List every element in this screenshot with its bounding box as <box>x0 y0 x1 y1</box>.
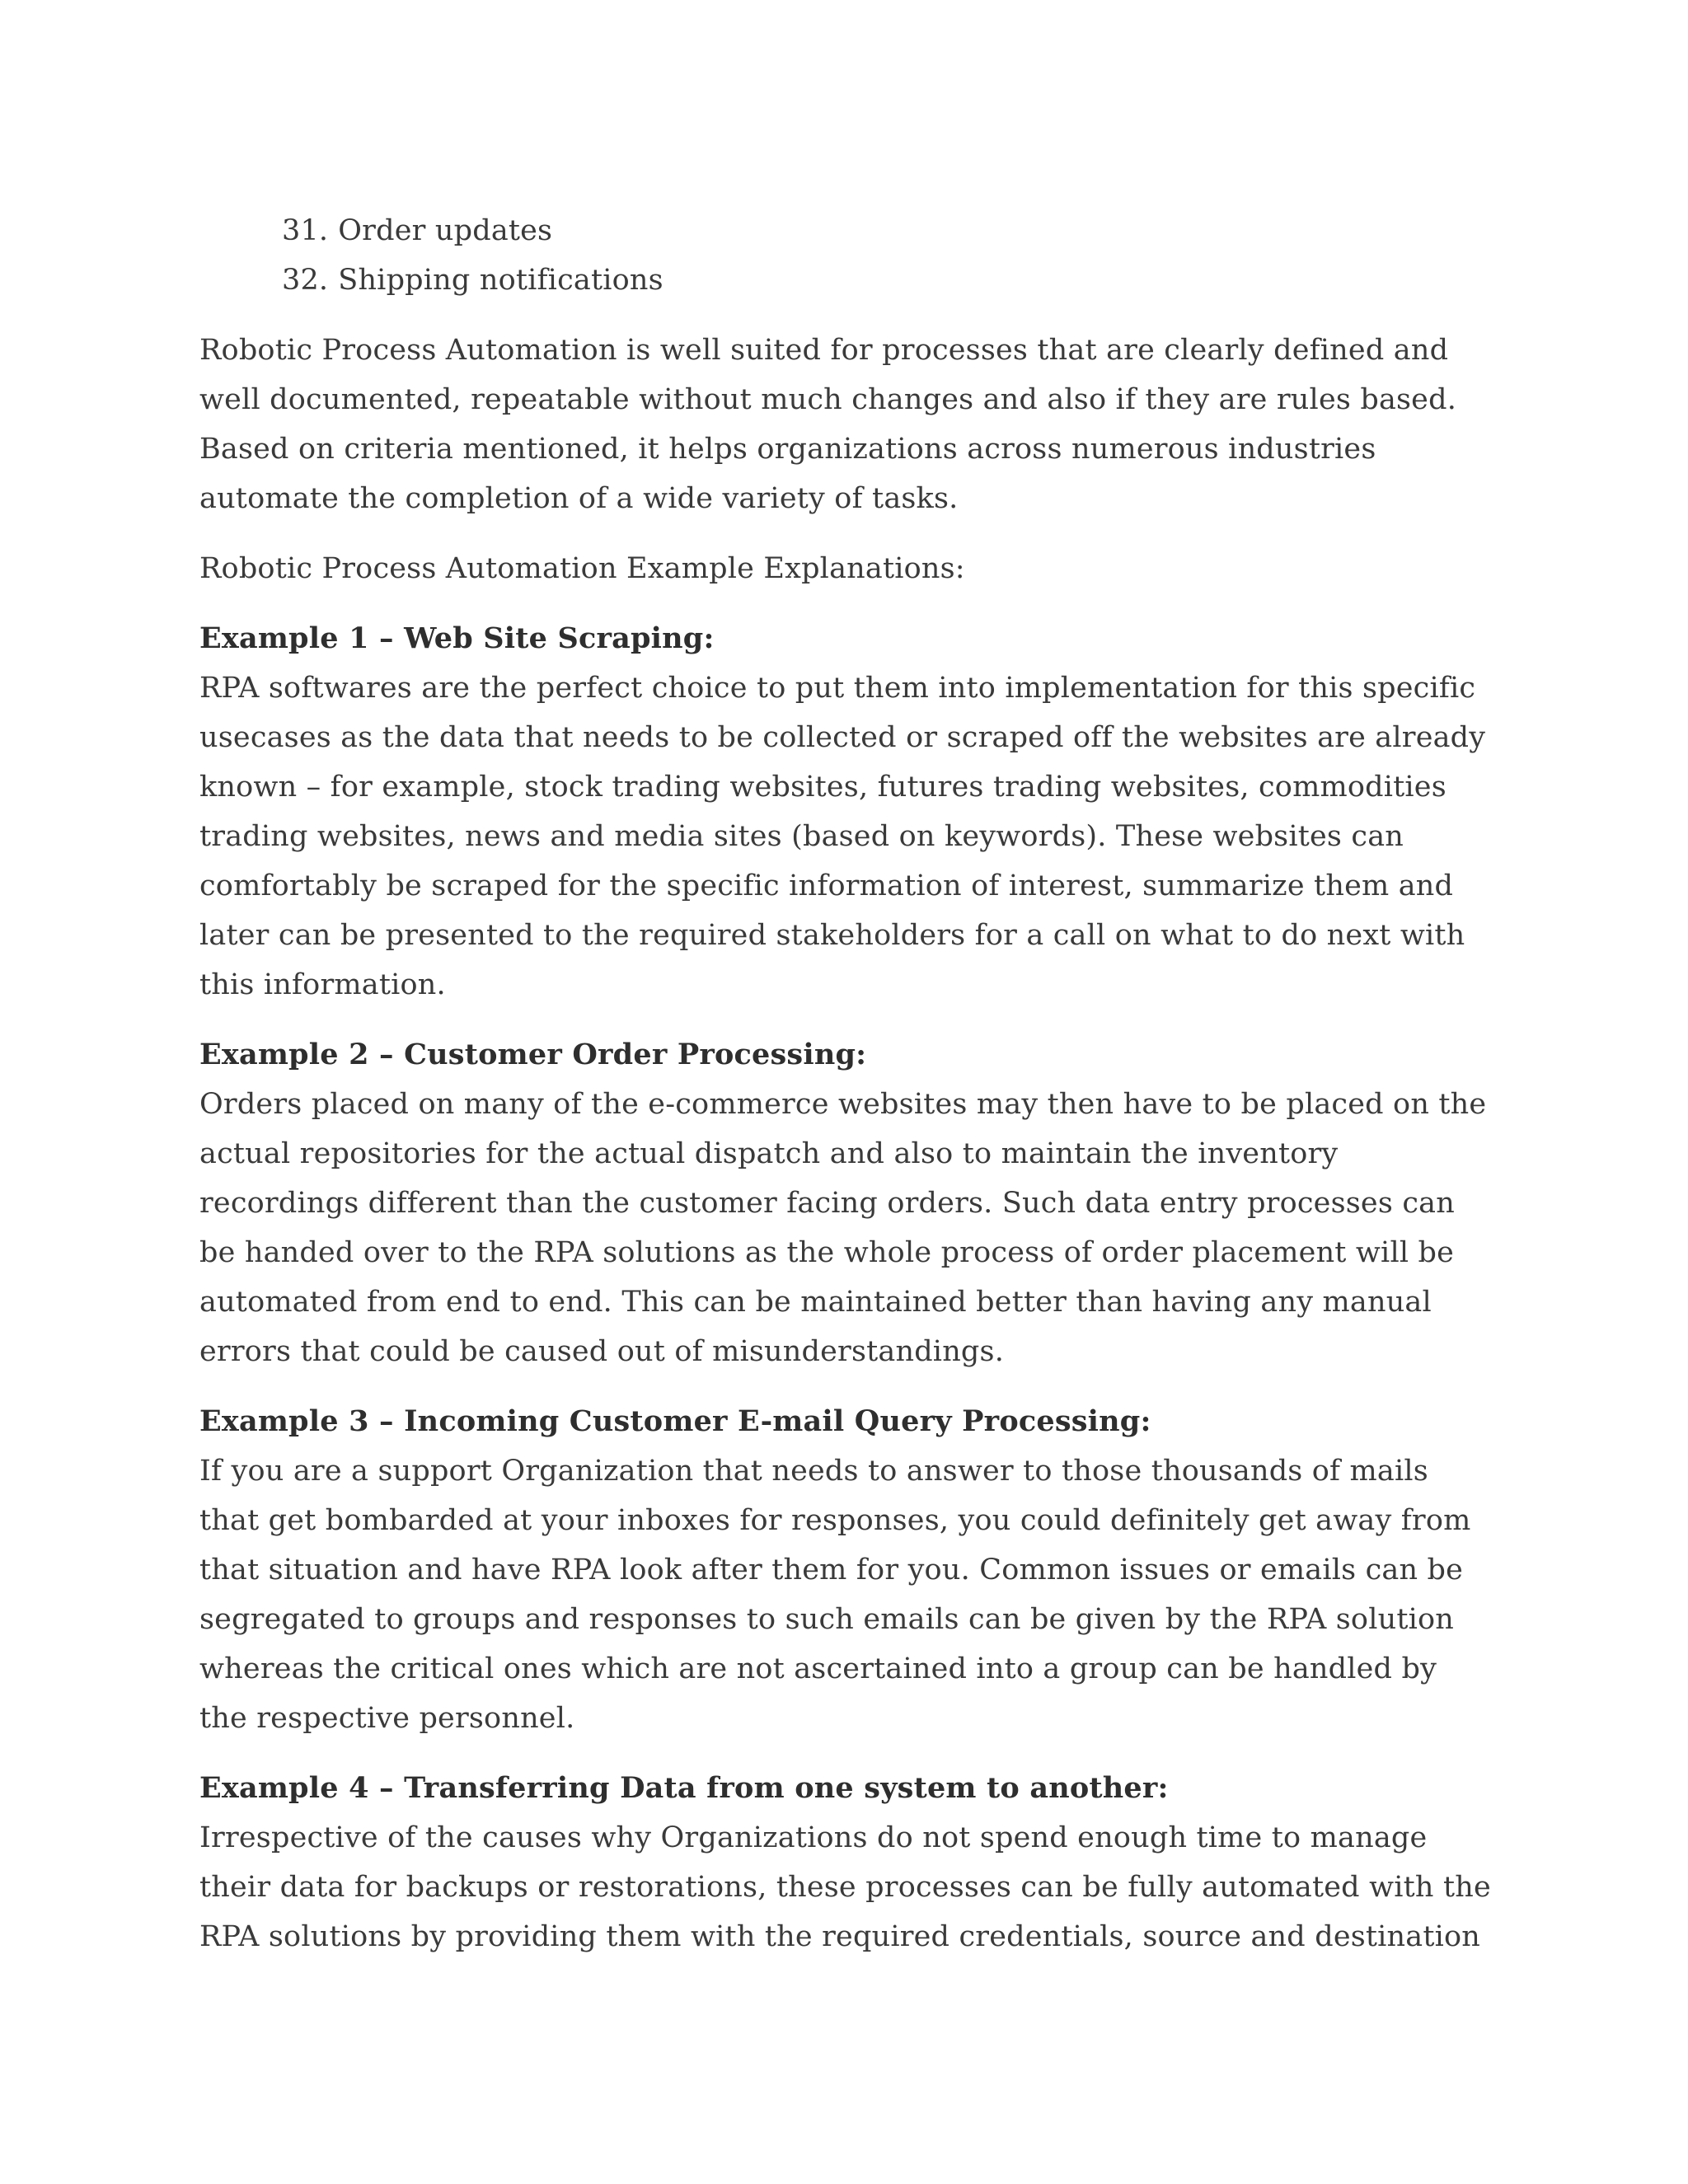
list-item-text: Order updates <box>338 214 553 247</box>
example-2-body: Orders placed on many of the e-commerce websites may then have to be placed on the actual repositories for the actual dispatch and also to maintain the inventory recordings different than the customer facing orders. Such data entry processes can be handed over to the RPA solutions as the whole process of order placement will be automated from end to end. This can be maintained better than having any manual errors that could be caused out of misunderstandings. <box>199 1088 1487 1368</box>
list-item-number: 32. <box>282 264 329 297</box>
example-1-body: RPA softwares are the perfect choice to put them into implementation for this specific usecases as the data that needs to be collected or scraped off the websites are already known – for example, stock trading websites, futures trading websites, commodities trading websites, news and media sites (based on keywords). These websites can comfortably be scraped for the specific information of interest, summarize them and later can be presented to the required stakeholders for a call on what to do next with this information. <box>199 672 1486 1001</box>
intro-paragraph: Robotic Process Automation is well suited for processes that are clearly defined and well documented, repeatable without much changes and also if they are rules based. Based on criteria mentioned, it helps organizations across numerous industries automate the completion of a wide variety of tasks. <box>199 334 1457 515</box>
numbered-list <box>199 206 1493 305</box>
list-item <box>282 206 1493 255</box>
list-item <box>282 255 1493 305</box>
example-4-heading: Example 4 – Transferring Data from one system to another: <box>199 1771 1169 1805</box>
example-4-body: Irrespective of the causes why Organizations do not spend enough time to manage their data for backups or restorations, these processes can be fully automated with the RPA solutions by providing them with the required credentials, source and destination <box>199 1821 1491 1953</box>
example-2-heading: Example 2 – Customer Order Processing: <box>199 1038 867 1071</box>
examples-intro: Robotic Process Automation Example Explanations: <box>199 552 965 585</box>
example-3-heading: Example 3 – Incoming Customer E-mail Query Processing: <box>199 1404 1151 1438</box>
page-content <box>199 206 1493 1961</box>
example-3-body: If you are a support Organization that needs to answer to those thousands of mails that get bombarded at your inboxes for responses, you could definitely get away from that situation and have RPA look after them for you. Common issues or emails can be segregated to groups and responses to such emails can be given by the RPA solution whereas the critical ones which are not ascertained into a group can be handled by the respective personnel. <box>199 1455 1471 1735</box>
list-item-text: Shipping notifications <box>338 264 663 297</box>
list-item-number: 31. <box>282 214 329 247</box>
example-1-heading: Example 1 – Web Site Scraping: <box>199 621 715 655</box>
